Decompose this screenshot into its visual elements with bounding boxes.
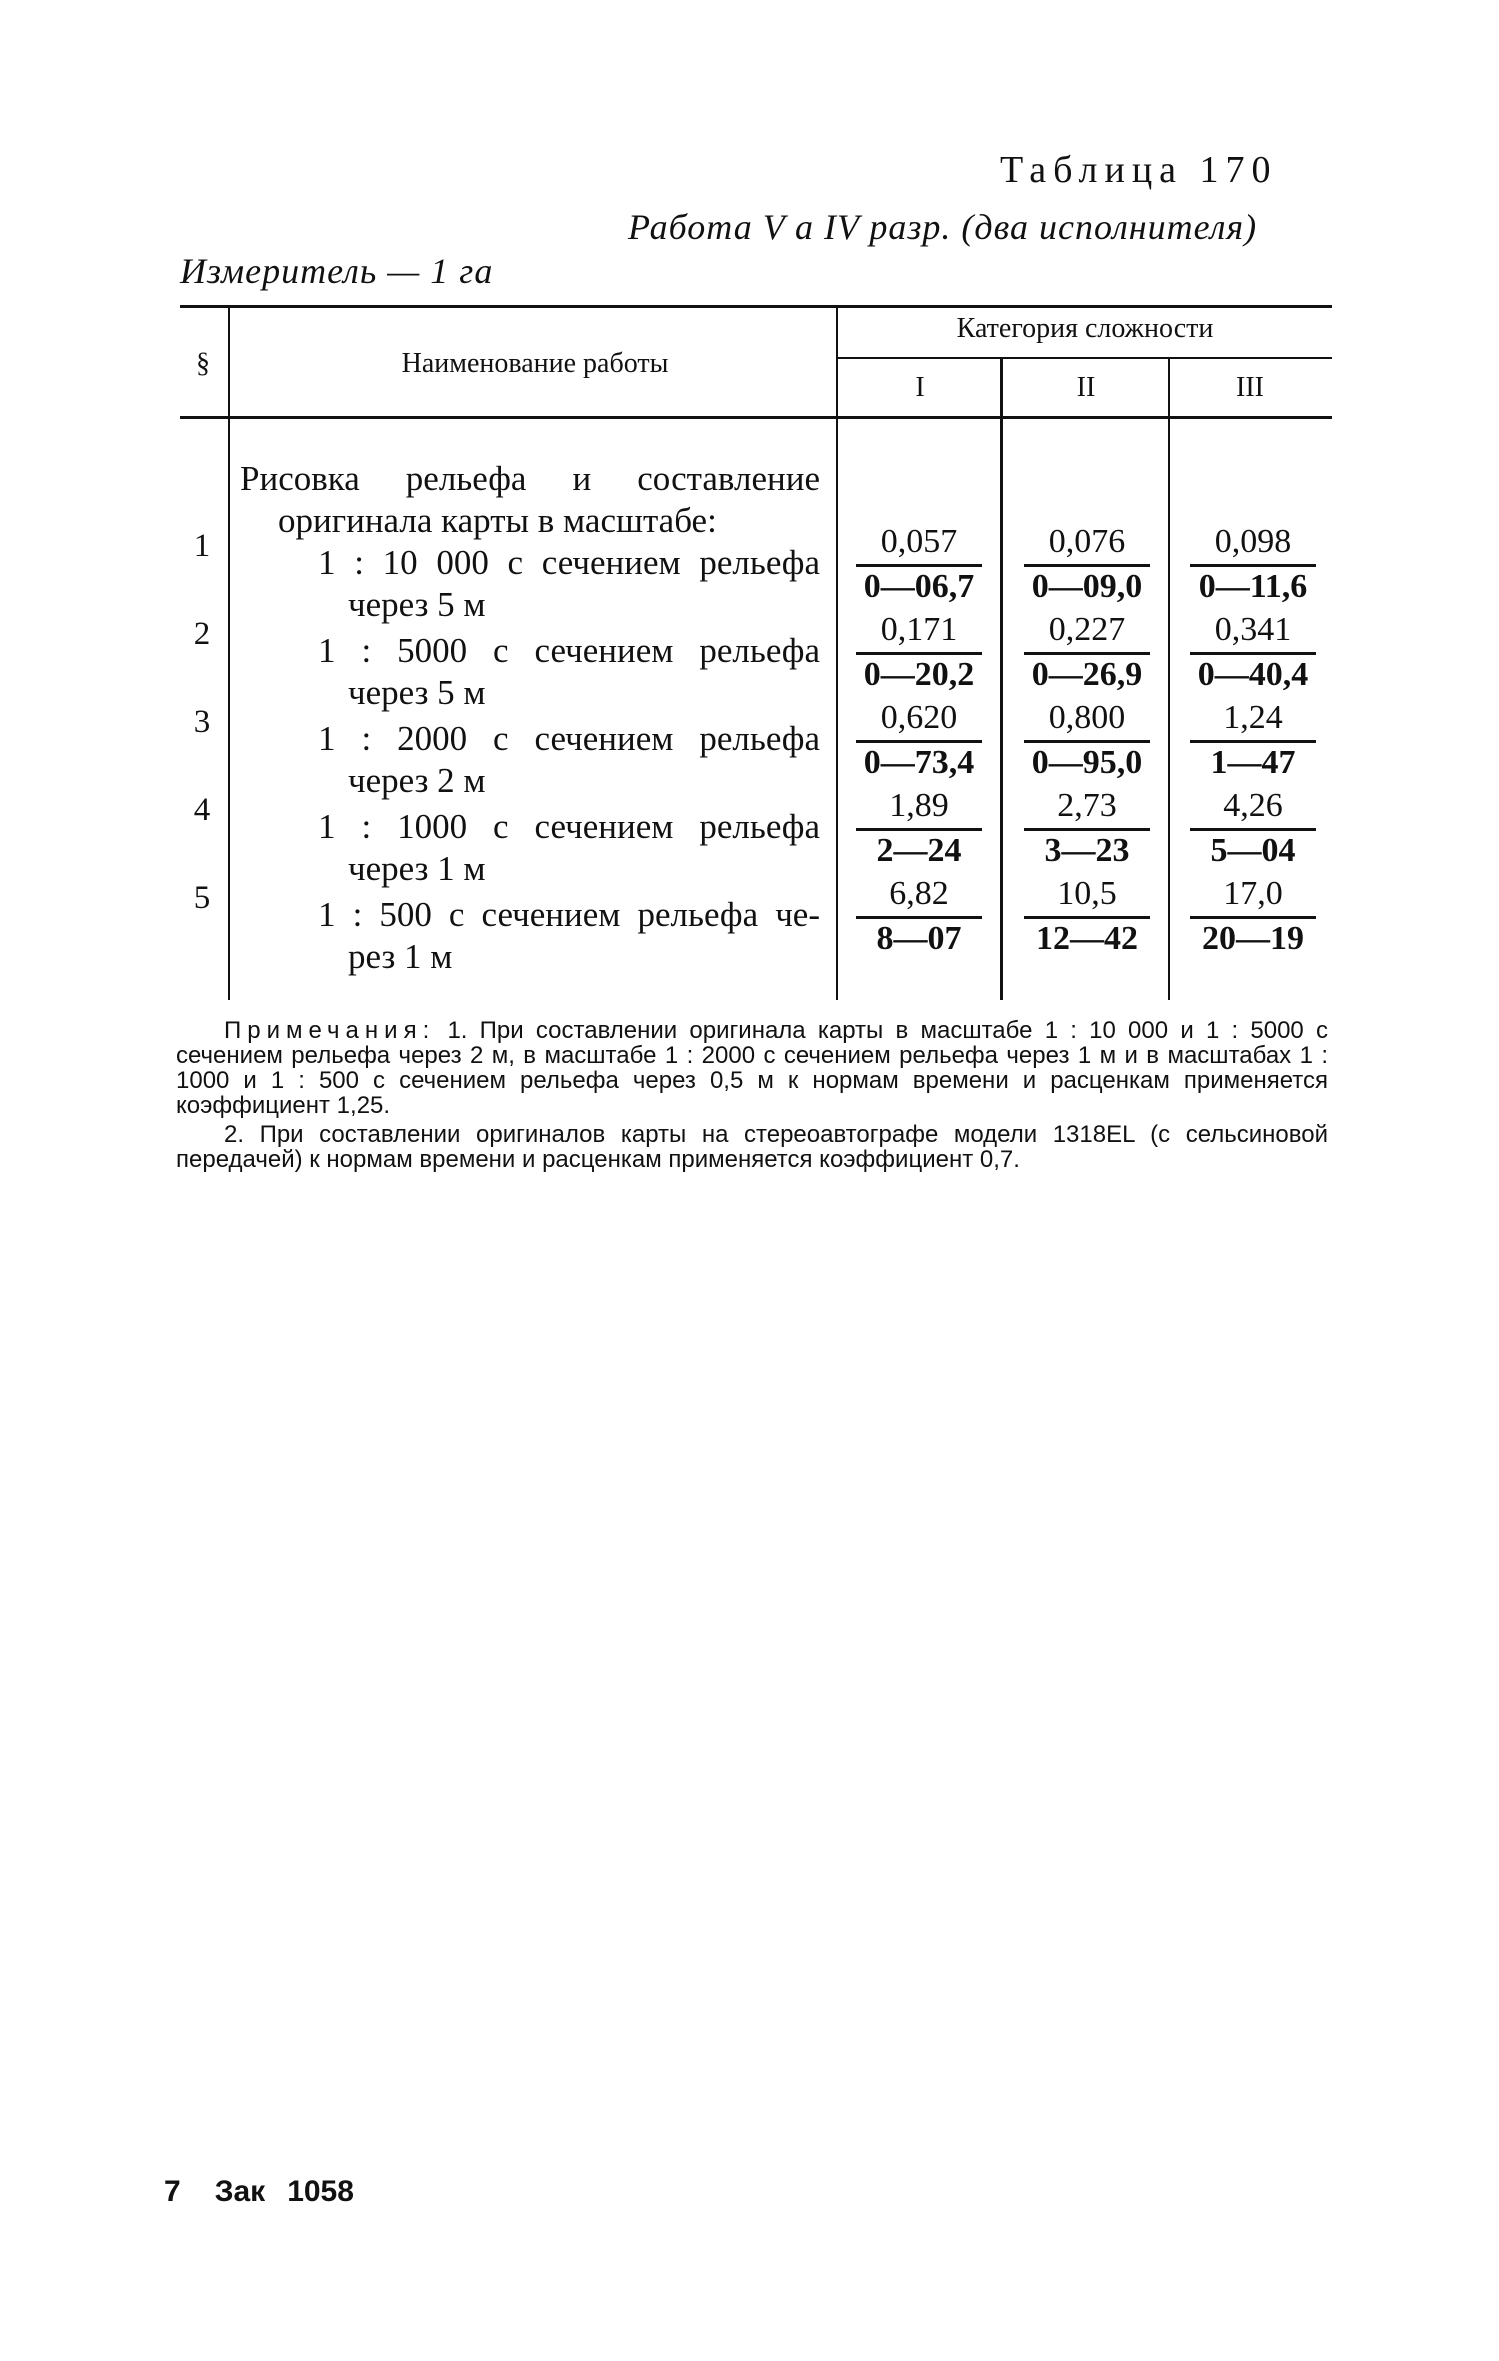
price: 12—42 (1036, 920, 1138, 957)
row-3-number: 3 (193, 704, 211, 740)
row-2-cat-2 (1024, 610, 1150, 695)
unit-label: Измеритель — 1 га (180, 251, 494, 291)
row-4-cat-3 (1190, 786, 1316, 871)
note-1-paragraph (176, 1018, 1328, 1118)
price: 0—26,9 (1031, 656, 1143, 693)
norm-time: 6,82 (856, 874, 982, 919)
complexity-subrule (838, 357, 1332, 359)
row-2-cat-3 (1190, 610, 1316, 695)
notes-block (176, 1018, 1328, 1176)
price: 2—24 (876, 832, 962, 869)
row-5-line-2: рез 1 м (348, 937, 453, 976)
norm-time: 17,0 (1190, 874, 1316, 919)
header-category-3: III (1236, 372, 1264, 403)
price: 0—73,4 (863, 744, 975, 781)
norm-time: 4,26 (1190, 786, 1316, 831)
price: 20—19 (1202, 920, 1304, 957)
price: 5—04 (1210, 832, 1296, 869)
norm-time: 0,227 (1024, 610, 1150, 655)
norm-time: 0,098 (1190, 522, 1316, 567)
intro-line-2: оригинала карты в масштабе: (278, 501, 717, 540)
norm-time: 0,620 (856, 698, 982, 743)
price: 0—95,0 (1031, 744, 1143, 781)
price: 1—47 (1210, 744, 1296, 781)
price: 0—40,4 (1197, 656, 1309, 693)
norm-time: 0,076 (1024, 522, 1150, 567)
row-2-number: 2 (193, 616, 211, 652)
work-category: Работа V a IV разр. (два исполнителя) (628, 207, 1258, 247)
row-3-line-2: через 2 м (348, 761, 486, 800)
row-1-number: 1 (193, 528, 211, 564)
row-1-cat-3 (1190, 522, 1316, 607)
price: 0—20,2 (863, 656, 975, 693)
price: 0—09,0 (1031, 568, 1143, 605)
row-3-line-1: 1 : 2000 с сечением рельефа (318, 719, 820, 758)
col-divider-1 (228, 308, 230, 1000)
row-2-cat-1 (856, 610, 982, 695)
row-5-cat-3 (1190, 874, 1316, 959)
col-divider-4 (1168, 359, 1170, 1000)
row-3-cat-2 (1024, 698, 1150, 783)
header-bottom-rule (180, 416, 1332, 419)
row-4-line-1: 1 : 1000 с сечением рельефа (318, 807, 820, 846)
intro-line-1: Рисовка рельефа и составление (240, 459, 820, 498)
row-4-cat-2 (1024, 786, 1150, 871)
col-divider-2 (836, 308, 838, 1000)
table-title: Таблица 170 (1000, 149, 1278, 191)
order-number: 1058 (287, 2175, 354, 2208)
norm-time: 10,5 (1024, 874, 1150, 919)
price: 8—07 (876, 920, 962, 957)
norm-time: 1,89 (856, 786, 982, 831)
row-3-cat-3 (1190, 698, 1316, 783)
notes-label: Примечания: (224, 1017, 436, 1044)
page-number: 7 (164, 2175, 181, 2208)
row-5-number: 5 (193, 880, 211, 916)
header-work-name: Наименование работы (401, 348, 669, 379)
row-1-cat-2 (1024, 522, 1150, 607)
header-paragraph: § (196, 348, 210, 379)
row-1-line-2: через 5 м (348, 585, 486, 624)
note-2: 2. При составлении оригиналов карты на стереоавтографе модели 1318EL (с сельсиновой передачей) к нормам времени и расценкам применяется коэффициент 0,7. (176, 1121, 1328, 1173)
row-2-line-2: через 5 м (348, 673, 486, 712)
row-1-cat-1 (856, 522, 982, 607)
work-name-column (240, 458, 820, 978)
row-2-line-1: 1 : 5000 с сечением рельефа (318, 631, 820, 670)
col-divider-3 (1000, 359, 1003, 1000)
row-1-line-1: 1 : 10 000 с сечением рельефа (318, 543, 820, 582)
row-5-cat-1 (856, 874, 982, 959)
row-3-cat-1 (856, 698, 982, 783)
row-5-cat-2 (1024, 874, 1150, 959)
row-4-line-2: через 1 м (348, 849, 486, 888)
norm-time: 0,057 (856, 522, 982, 567)
header-category-1: I (915, 372, 925, 403)
header-complexity: Категория сложности (956, 313, 1214, 344)
table-top-rule (180, 305, 1332, 308)
header-category-2: II (1076, 372, 1096, 403)
order-label: Зак (214, 2175, 266, 2208)
note-1: 1. При составлении оригинала карты в масштабе 1 : 10 000 и 1 : 5000 с сечением рельефа через 2 м, в масштабе 1 : 2000 с сечением рельефа через 1 м и в масштабах 1 : 1000 и 1 : 500 с сечением рельефа через 0,5 м к нормам времени и расценкам применяется коэффициент 1,25. (176, 1017, 1328, 1119)
norm-time: 2,73 (1024, 786, 1150, 831)
norm-time: 0,341 (1190, 610, 1316, 655)
norm-time: 1,24 (1190, 698, 1316, 743)
price: 0—11,6 (1198, 568, 1308, 605)
page-footer (164, 2175, 388, 2209)
row-4-cat-1 (856, 786, 982, 871)
row-5-line-1: 1 : 500 с сечением рельефа че- (318, 895, 820, 934)
price: 3—23 (1044, 832, 1130, 869)
norm-time: 0,800 (1024, 698, 1150, 743)
norm-time: 0,171 (856, 610, 982, 655)
price: 0—06,7 (863, 568, 975, 605)
row-4-number: 4 (193, 792, 211, 828)
